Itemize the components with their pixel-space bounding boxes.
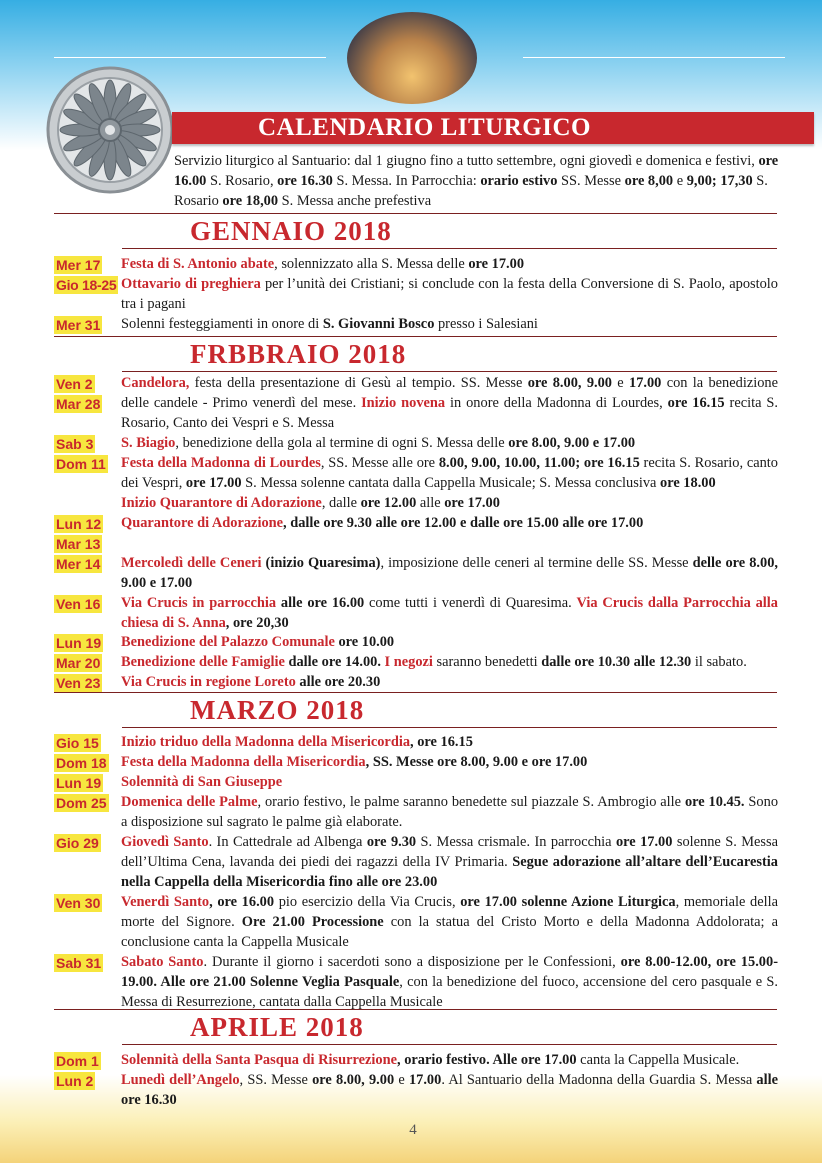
top-rule-right [523, 57, 785, 58]
entry-description [121, 1070, 778, 1110]
divider [122, 727, 777, 728]
entry-description [121, 513, 778, 533]
entry-date: Ven 23 [56, 675, 101, 691]
text-run: Mercoledì delle Ceneri [121, 555, 262, 571]
text-run: ore 8.00, 9.00 e 17.00 [508, 435, 636, 451]
text-run: ore 17.00 [185, 475, 242, 491]
text-run: , con la benedizione del fuoco, accensione del cero pasquale e S. Messa di Resurrezione, cantata dalla Cappella Musicale [121, 974, 778, 1010]
text-run: alle ore 16.30 [121, 1072, 778, 1108]
text-run: Via Crucis in regione Loreto [121, 674, 296, 690]
entry-date: Dom 18 [56, 755, 107, 771]
entry-date: Lun 19 [56, 635, 102, 651]
text-run: . Al Santuario della Madonna della Guardia S. Messa [441, 1072, 757, 1088]
entry-date: Dom 25 [56, 795, 107, 811]
entry-description [121, 274, 778, 314]
text-run: S. Messa anche prefestiva [278, 193, 432, 209]
text-run: ore 8.00, 9.00 [312, 1072, 395, 1088]
entry-date: Lun 2 [56, 1073, 94, 1089]
intro-paragraph [174, 151, 784, 211]
month-title: FRBBRAIO 2018 [190, 339, 407, 369]
entry-date: Mar 13 [56, 536, 101, 552]
entry-description [121, 952, 778, 1012]
text-run: e [673, 173, 687, 189]
text-run: , SS. Messe [239, 1072, 313, 1088]
text-run: ore 10.00 [334, 634, 395, 650]
text-run: festa della presentazione di Gesù al tempio. SS. Messe [189, 375, 528, 391]
text-run: 17.00 [629, 375, 662, 391]
text-run: ore 16.30 [277, 173, 333, 189]
text-run: , ore 16.15 [410, 734, 473, 750]
entry-description [121, 672, 778, 692]
page-number: 4 [409, 1122, 417, 1138]
text-run: Solennità della Santa Pasqua di Risurrezione [121, 1052, 397, 1068]
text-run: , memoriale della morte del Signore. [121, 894, 778, 930]
entry-date: Ven 16 [56, 596, 101, 612]
month-title: MARZO 2018 [190, 695, 365, 725]
text-run: come tutti i venerdì di Quaresima. [364, 595, 577, 611]
text-run: ore 12.00 [360, 495, 417, 511]
entry-description [121, 632, 778, 652]
text-run: ore 8,00 [624, 173, 674, 189]
text-run: , orario festivo, le palme saranno benedette sul piazzale S. Ambrogio alle [257, 794, 685, 810]
text-run: Domenica delle Palme [121, 794, 258, 810]
entry-date: Dom 1 [56, 1053, 99, 1069]
text-run: ore 9.30 [366, 834, 417, 850]
month-title: APRILE 2018 [190, 1012, 364, 1042]
divider [122, 1044, 777, 1045]
text-run: S. Messa solenne cantata dalla Cappella Musicale; S. Messa conclusiva [241, 475, 660, 491]
entry-date: Sab 31 [56, 955, 102, 971]
entry-date: Mar 28 [56, 396, 101, 412]
text-run: dalle ore 10.30 alle 12.30 [541, 654, 692, 670]
entry-description [121, 453, 778, 493]
text-run: 8.00, 9.00, 10.00, 11.00; [438, 455, 581, 471]
text-run: I negozi [384, 654, 433, 670]
text-run: Benedizione del Palazzo Comunale [121, 634, 335, 650]
text-run: presso i Salesiani [434, 316, 538, 332]
divider [54, 692, 777, 693]
divider [54, 213, 777, 214]
text-run: Lunedì dell’Angelo [121, 1072, 240, 1088]
entry-date: Sab 3 [56, 436, 94, 452]
text-run: alle ore 20.30 [295, 674, 381, 690]
text-run: Sono a disposizione sul sagrato le palme già elaborate. [121, 794, 779, 830]
entry-description [121, 433, 778, 453]
entry-description [121, 892, 778, 952]
text-run: solenne S. Messa dell’Ultima Cena, lavanda dei piedi dei ragazzi della IV Primaria. [121, 834, 778, 870]
text-run: per l’unità dei Cristiani; si conclude con la festa della Conversione di S. Paolo, apostolo tra i pagani [121, 276, 779, 312]
text-run: , ore 16.00 [209, 894, 275, 910]
entry-date: Mar 20 [56, 655, 101, 671]
text-run: Giovedì Santo [121, 834, 209, 850]
text-run: ore 18,00 [222, 193, 279, 209]
page-title: CALENDARIO LITURGICO [258, 114, 591, 141]
text-run: ore 18.00 [660, 475, 716, 491]
text-run: , orario festivo. Alle ore 17.00 [397, 1052, 577, 1068]
text-run: SS. Messe [557, 173, 625, 189]
text-run: Candelora, [121, 375, 190, 391]
rose-window-image [46, 66, 174, 194]
text-run: con la benedizione delle candele - Primo venerdì del mese. [121, 375, 778, 411]
text-run: Festa della Madonna di Lourdes [121, 455, 321, 471]
divider [122, 248, 777, 249]
entry-date: Gio 29 [56, 835, 99, 851]
text-run: orario estivo [480, 173, 558, 189]
text-run: il sabato. [691, 654, 747, 670]
text-run: , SS. Messe alle ore [320, 455, 439, 471]
entry-date: Mer 31 [56, 317, 101, 333]
text-run: ore 10.45. [684, 794, 745, 810]
text-run: dalle ore 14.00. [284, 654, 385, 670]
text-run: Via Crucis dalla Parrocchia alla chiesa di S. Anna [121, 595, 778, 631]
entry-description [121, 792, 778, 832]
entry-date: Mer 17 [56, 257, 101, 273]
text-run: . Durante il giorno i sacerdoti sono a disposizione per le Confessioni, [203, 954, 621, 970]
entry-date: Mer 14 [56, 556, 101, 572]
text-run: S. Rosario, [206, 173, 278, 189]
text-run: , ore 20,30 [225, 615, 289, 631]
text-run: Festa di S. Antonio abate [121, 256, 275, 272]
entry-date: Gio 15 [56, 735, 99, 751]
text-run: pio esercizio della Via Crucis, [274, 894, 461, 910]
text-run: ore 8.00, 9.00 [527, 375, 612, 391]
text-run: ore 17.00 [615, 834, 673, 850]
text-run: Quarantore di Adorazione [121, 515, 284, 531]
entry-date: Ven 30 [56, 895, 101, 911]
text-run: Inizio triduo della Madonna della Misericordia [121, 734, 411, 750]
text-run: Inizio novena [361, 395, 446, 411]
text-run: Benedizione delle Famiglie [121, 654, 285, 670]
text-run: S. Messa. In Parrocchia: [332, 173, 481, 189]
text-run: Solenni festeggiamenti in onore di [121, 316, 323, 332]
text-run: S. Messa crismale. In parrocchia [416, 834, 616, 850]
text-run: ore 16.15 [583, 455, 640, 471]
text-run: Inizio Quarantore di Adorazione [121, 495, 322, 511]
text-run: ore 16.00 [174, 153, 779, 189]
entry-description [121, 752, 778, 772]
intro-text [174, 151, 784, 211]
text-run: , dalle ore 9.30 alle ore 12.00 e dalle ore 15.00 alle ore 17.00 [283, 515, 644, 531]
entry-description [121, 732, 778, 752]
entry-date: Lun 19 [56, 775, 102, 791]
text-run: Ottavario di preghiera [121, 276, 261, 292]
text-run: Servizio liturgico al Santuario: dal 1 giugno fino a tutto settembre, ogni giovedì e domenica e festivi, [174, 153, 759, 169]
text-run: ore 16.15 [667, 395, 725, 411]
text-run: con la statua del Cristo Morto e della Madonna Addolorata; a conclusione canta la Cappella Musicale [121, 914, 779, 950]
text-run: , solennizzato alla S. Messa delle [274, 256, 469, 272]
text-run: Sabato Santo [121, 954, 204, 970]
text-run: recita S. Rosario, canto dei Vespri, [121, 455, 778, 491]
text-run: ore 8.00-12.00, ore 15.00-19.00. Alle ore 21.00 Solenne Veglia Pasquale [121, 954, 778, 990]
text-run: . In Cattedrale ad Albenga [208, 834, 367, 850]
text-run: ore 17.00 [468, 256, 525, 272]
text-run: Festa della Madonna della Misericordia [121, 754, 366, 770]
text-run: (inizio Quaresima) [261, 555, 381, 571]
entry-description [121, 832, 778, 892]
text-run: alle [416, 495, 445, 511]
entry-date: Dom 11 [56, 456, 106, 472]
entry-date: Ven 2 [56, 376, 93, 392]
text-run: , benedizione della gola al termine di ogni S. Messa delle [175, 435, 509, 451]
text-run: alle ore 16.00 [276, 595, 365, 611]
text-run: Via Crucis in parrocchia [121, 595, 277, 611]
entry-description [121, 493, 778, 513]
text-run: , SS. Messe ore 8.00, 9.00 e ore 17.00 [365, 754, 588, 770]
tree-sunset-image [347, 12, 477, 104]
text-run: Ore 21.00 Processione [241, 914, 384, 930]
entry-description [121, 553, 778, 593]
text-run: recita S. Rosario, Canto dei Vespri e S. Messa [121, 395, 778, 431]
entry-description [121, 772, 778, 792]
text-run: saranno benedetti [432, 654, 542, 670]
text-run: , imposizione delle ceneri al termine delle SS. Messe [380, 555, 693, 571]
text-run: S. Giovanni Bosco [322, 316, 435, 332]
text-run: delle ore 8.00, 9.00 e 17.00 [121, 555, 778, 591]
entry-description [121, 314, 778, 334]
text-run: , dalle [321, 495, 361, 511]
text-run: e [394, 1072, 409, 1088]
text-run: in onore della Madonna di Lourdes, [445, 395, 668, 411]
entry-description [121, 593, 778, 633]
top-rule-left [54, 57, 326, 58]
text-run: canta la Cappella Musicale. [576, 1052, 740, 1068]
entry-description [121, 254, 778, 274]
text-run: 17,30 [720, 173, 753, 189]
entry-date: Lun 12 [56, 516, 102, 532]
text-run: S. Rosario [174, 173, 768, 209]
text-run: Solennità di San Giuseppe [121, 774, 283, 790]
entry-description [121, 652, 778, 672]
month-title: GENNAIO 2018 [190, 216, 392, 246]
entry-description [121, 1050, 778, 1070]
text-run: ore 17.00 solenne Azione Liturgica [460, 894, 676, 910]
text-run: Venerdì Santo [121, 894, 210, 910]
text-run: e [612, 375, 629, 391]
text-run: 17.00 [408, 1072, 442, 1088]
text-run: 9,00; [686, 173, 717, 189]
divider [54, 336, 777, 337]
text-run: ore 17.00 [444, 495, 500, 511]
text-run: S. Biagio [121, 435, 176, 451]
entry-description [121, 373, 778, 433]
text-run: Segue adorazione all’altare dell’Eucarestia nella Cappella della Misericordia fino alle ore 23.00 [121, 854, 778, 890]
entry-date: Gio 18-25 [56, 277, 117, 293]
